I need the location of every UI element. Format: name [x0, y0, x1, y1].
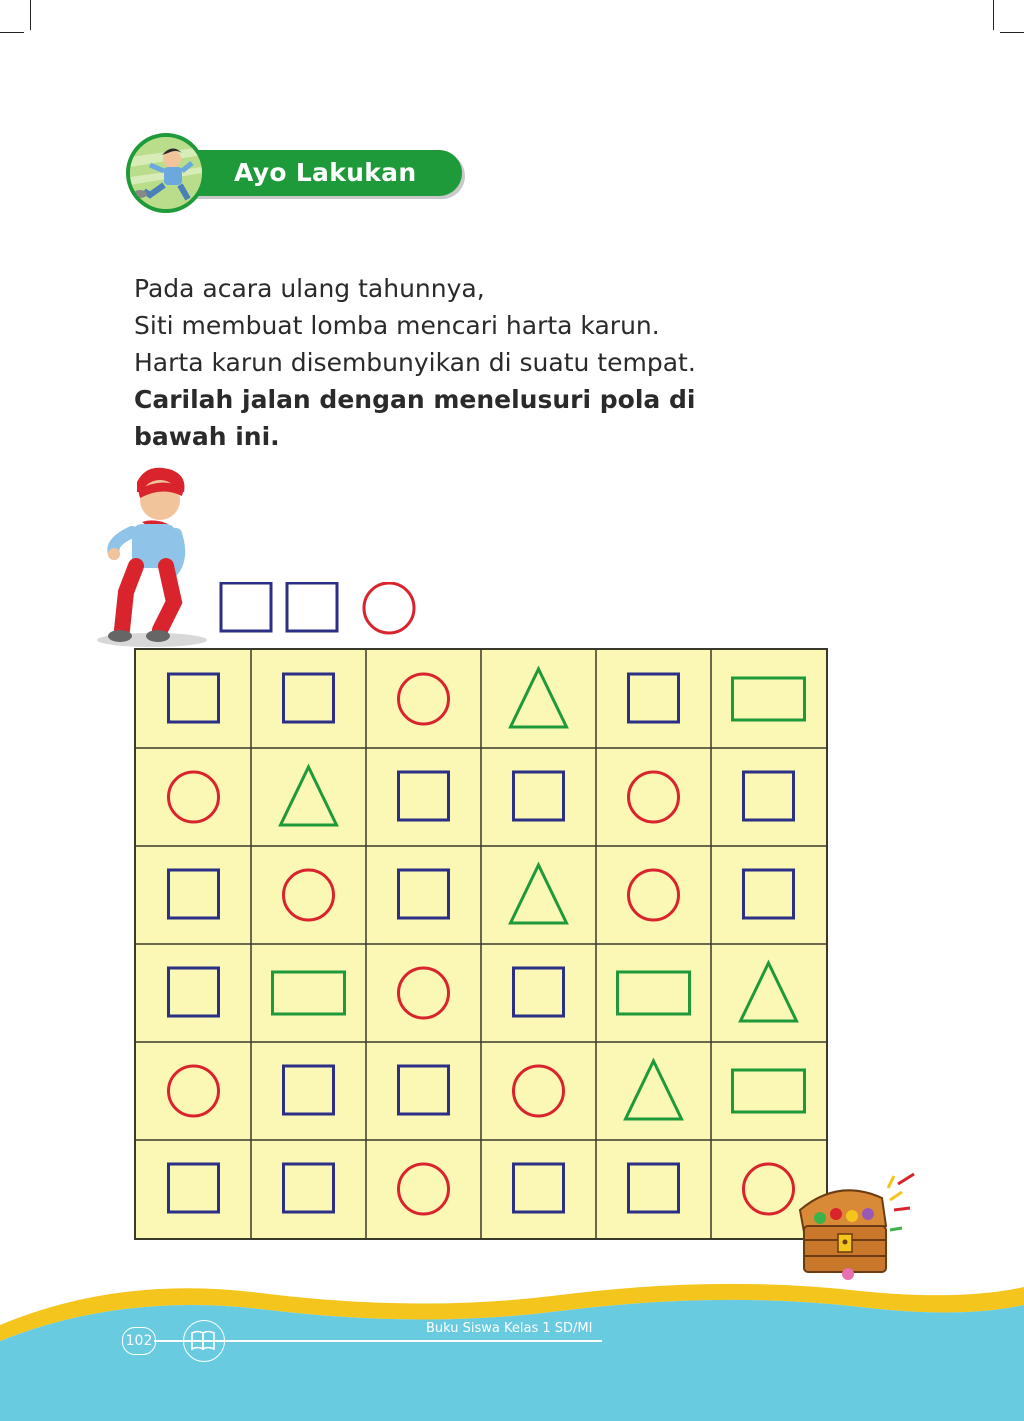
crop-mark	[30, 0, 31, 30]
square-shape	[629, 674, 679, 722]
boy-with-bandana-icon	[92, 462, 212, 652]
square-shape	[287, 583, 337, 631]
square-shape	[284, 1066, 334, 1114]
square-shape	[629, 1164, 679, 1212]
rectangle-shape	[733, 1070, 805, 1112]
circle-shape	[399, 968, 449, 1018]
square-shape	[744, 772, 794, 820]
triangle-shape	[511, 865, 567, 923]
instruction-bold-line: Carilah jalan dengan menelusuri pola di	[134, 385, 696, 414]
instruction-bold-line: bawah ini.	[134, 422, 280, 451]
square-shape	[514, 772, 564, 820]
open-book-icon	[183, 1320, 225, 1362]
book-title: Buku Siswa Kelas 1 SD/MI	[426, 1321, 593, 1336]
grid-shapes	[136, 650, 826, 1238]
circle-shape	[629, 870, 679, 920]
square-shape	[744, 870, 794, 918]
square-shape	[169, 674, 219, 722]
square-shape	[399, 772, 449, 820]
boy-running-icon	[126, 133, 206, 213]
circle-shape	[399, 1164, 449, 1214]
circle-shape	[399, 674, 449, 724]
circle-shape	[514, 1066, 564, 1116]
text-line: Siti membuat lomba mencari harta karun.	[134, 311, 660, 340]
section-banner	[122, 133, 464, 213]
banner-title: Ayo Lakukan	[234, 158, 417, 187]
instruction-text	[134, 270, 834, 455]
circle-shape	[169, 772, 219, 822]
text-line: Harta karun disembunyikan di suatu tempat.	[134, 348, 696, 377]
circle-shape	[284, 870, 334, 920]
circle-shape	[744, 1164, 794, 1214]
square-shape	[514, 968, 564, 1016]
square-shape	[284, 674, 334, 722]
square-shape	[221, 583, 271, 631]
crop-mark	[993, 0, 994, 30]
triangle-shape	[511, 669, 567, 727]
circle-shape	[169, 1066, 219, 1116]
footer-wave-fill	[0, 1300, 1024, 1421]
square-shape	[169, 1164, 219, 1212]
page-number: 102	[122, 1327, 156, 1355]
shape-maze-grid	[134, 648, 828, 1240]
square-shape	[284, 1164, 334, 1212]
square-shape	[399, 870, 449, 918]
rectangle-shape	[273, 972, 345, 1014]
circle-shape	[364, 583, 414, 633]
triangle-shape	[281, 767, 337, 825]
square-shape	[514, 1164, 564, 1212]
square-shape	[169, 968, 219, 1016]
crop-mark	[0, 32, 24, 33]
square-shape	[399, 1066, 449, 1114]
pattern-legend	[216, 582, 426, 636]
triangle-shape	[741, 963, 797, 1021]
rectangle-shape	[618, 972, 690, 1014]
rectangle-shape	[733, 678, 805, 720]
circle-shape	[629, 772, 679, 822]
triangle-shape	[626, 1061, 682, 1119]
crop-mark	[1000, 32, 1024, 33]
text-line: Pada acara ulang tahunnya,	[134, 274, 485, 303]
square-shape	[169, 870, 219, 918]
